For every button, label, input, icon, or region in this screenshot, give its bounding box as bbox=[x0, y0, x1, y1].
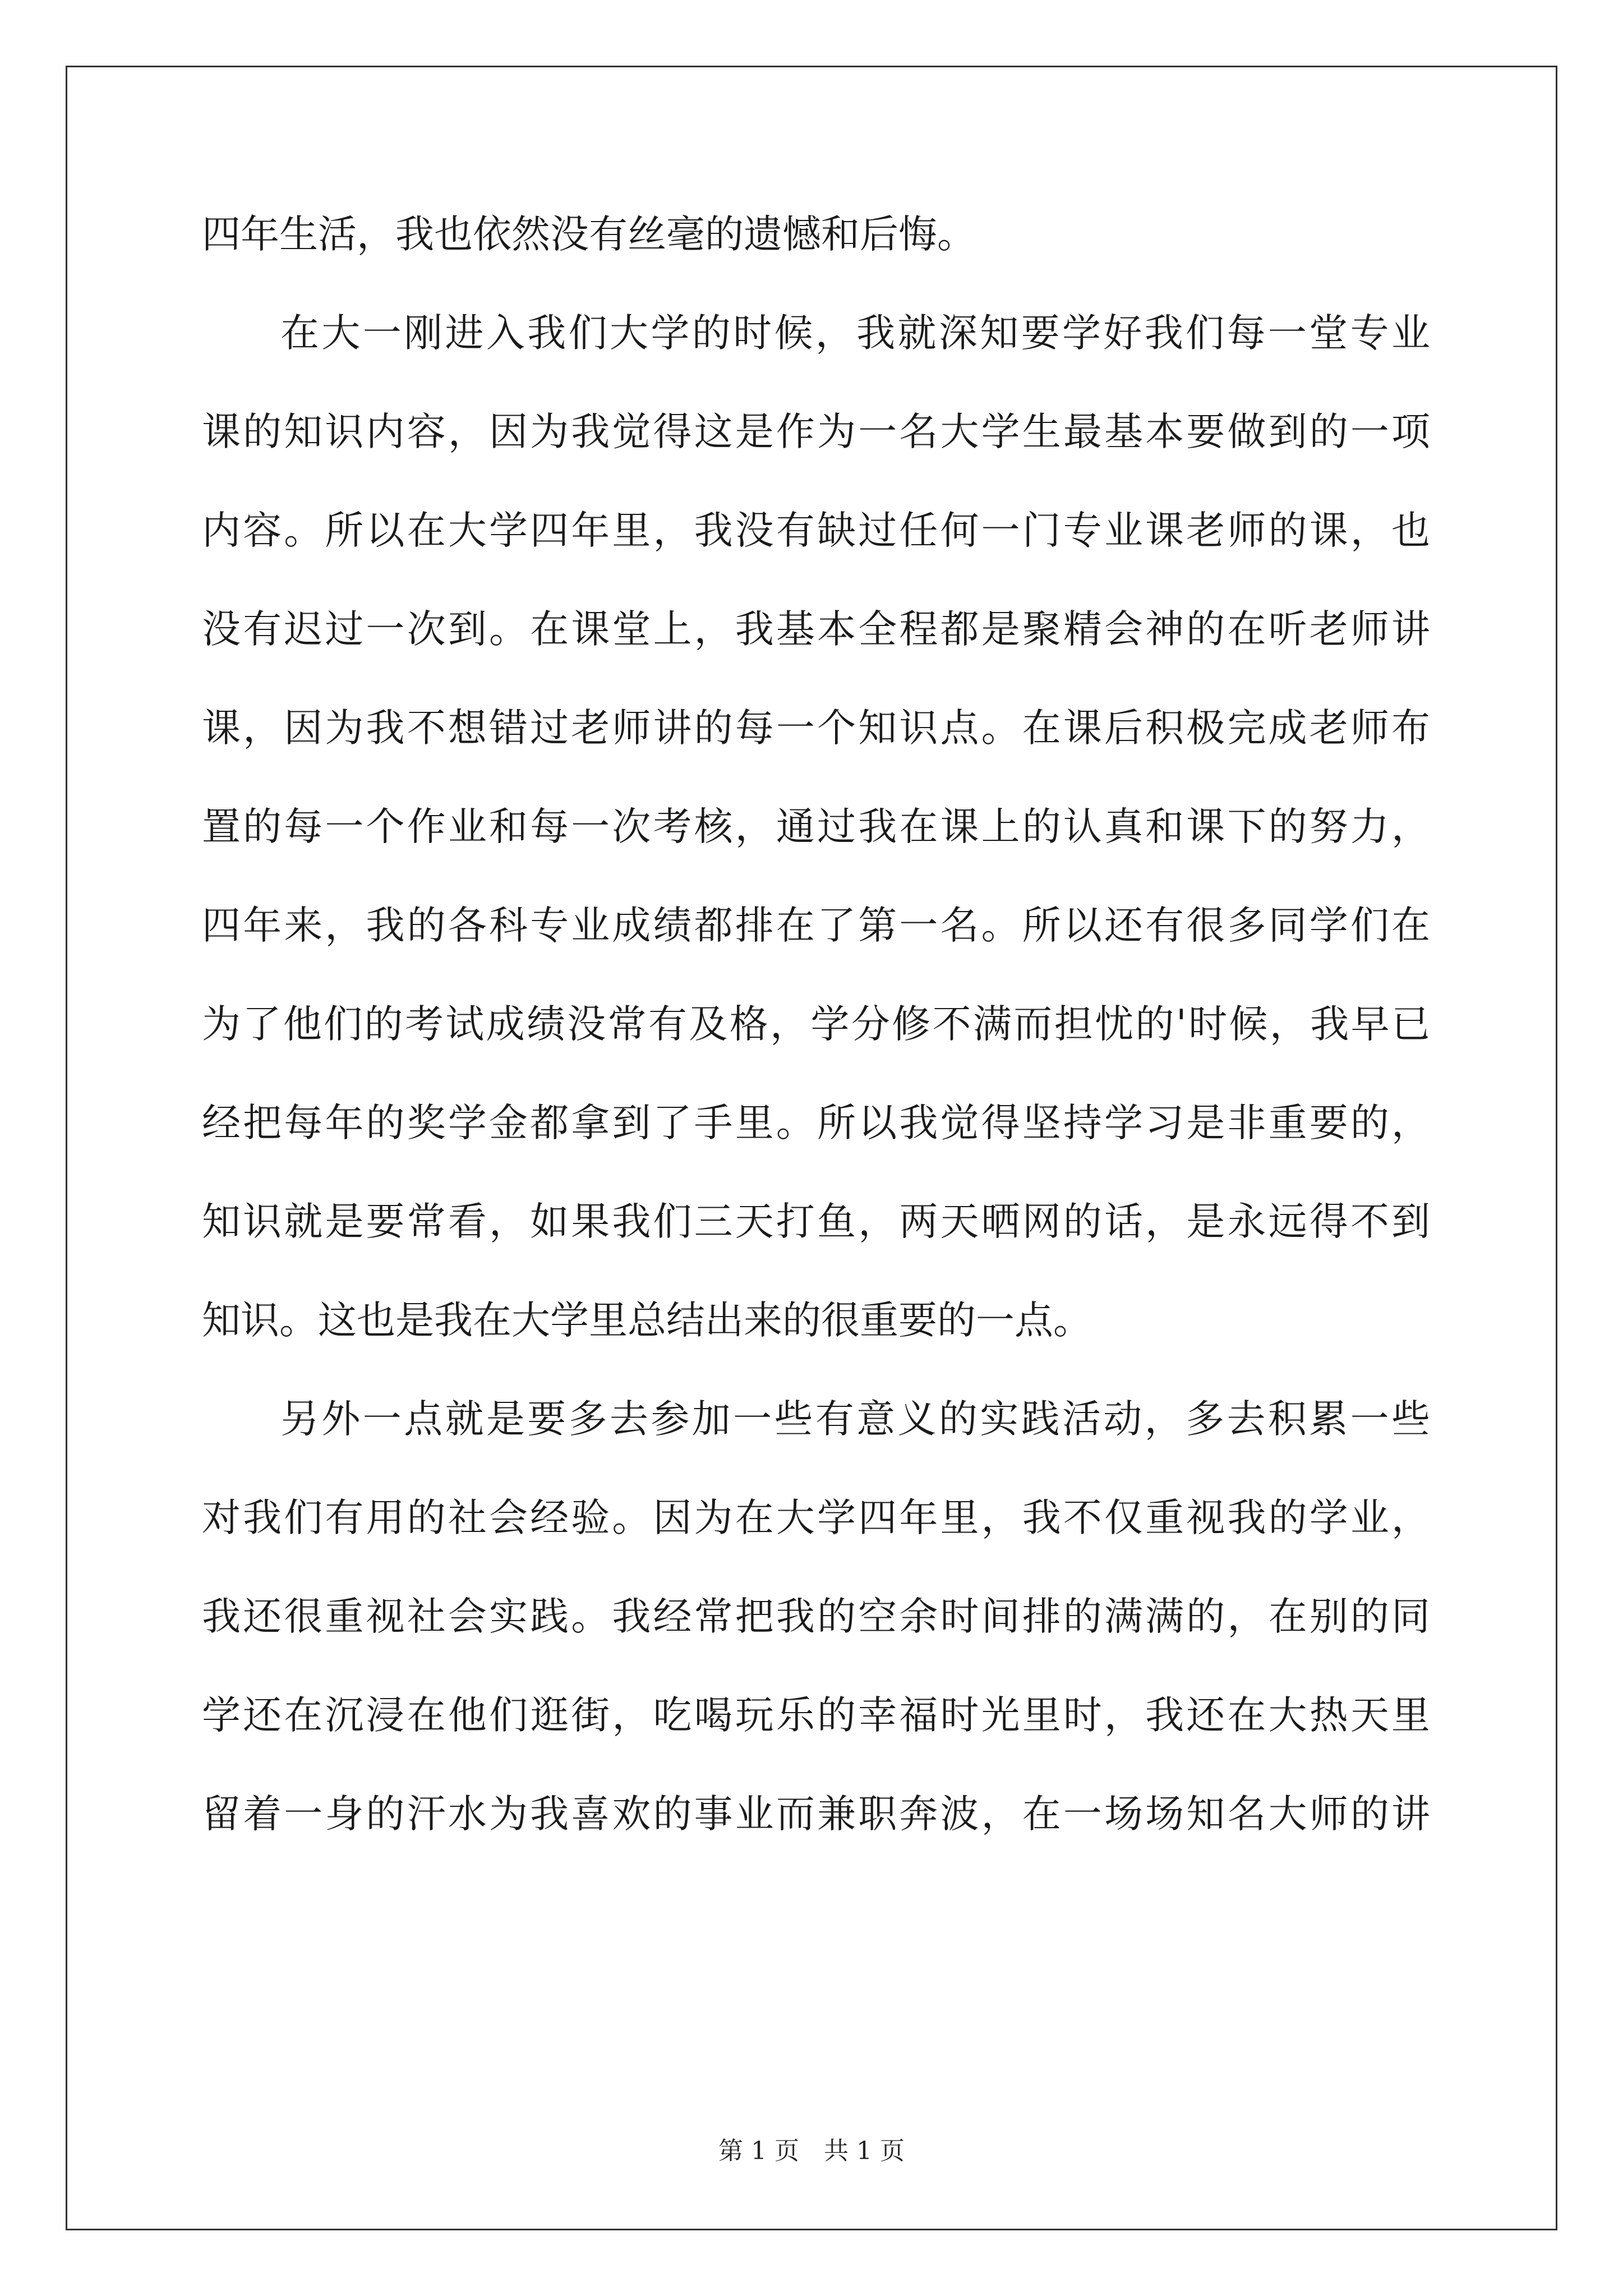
page-number-label: 第 1 页 共 1 页 bbox=[718, 2137, 905, 2165]
text-line: 四年来，我的各科专业成绩都排在了第一名。所以还有很多同学们在 bbox=[202, 903, 1430, 948]
text-line: 为了他们的考试成绩没常有及格，学分修不满而担忧的'时候，我早已 bbox=[202, 1002, 1430, 1047]
text-line: 我还很重视社会实践。我经常把我的空余时间排的满满的，在别的同 bbox=[202, 1594, 1430, 1639]
document-body bbox=[202, 208, 1430, 1886]
text-line: 内容。所以在大学四年里，我没有缺过任何一门专业课老师的课，也 bbox=[202, 508, 1430, 553]
text-line: 另外一点就是要多去参加一些有意义的实践活动，多去积累一些 bbox=[280, 1397, 1430, 1442]
text-line: 没有迟过一次到。在课堂上，我基本全程都是聚精会神的在听老师讲 bbox=[202, 607, 1430, 652]
text-line: 对我们有用的社会经验。因为在大学四年里，我不仅重视我的学业， bbox=[202, 1496, 1430, 1540]
text-line: 课，因为我不想错过老师讲的每一个知识点。在课后积极完成老师布 bbox=[202, 706, 1430, 751]
text-line: 知识。这也是我在大学里总结出来的很重要的一点。 bbox=[202, 1298, 1092, 1343]
text-line: 知识就是要常看，如果我们三天打鱼，两天晒网的话，是永远得不到 bbox=[202, 1199, 1430, 1244]
page-footer bbox=[0, 2134, 1623, 2168]
text-line: 在大一刚进入我们大学的时候，我就深知要学好我们每一堂专业 bbox=[280, 311, 1430, 356]
text-line: 课的知识内容，因为我觉得这是作为一名大学生最基本要做到的一项 bbox=[202, 409, 1430, 454]
text-line: 四年生活，我也依然没有丝毫的遗憾和后悔。 bbox=[202, 212, 976, 257]
text-line: 经把每年的奖学金都拿到了手里。所以我觉得坚持学习是非重要的， bbox=[202, 1101, 1430, 1145]
text-line: 学还在沉浸在他们逛街，吃喝玩乐的幸福时光里时，我还在大热天里 bbox=[202, 1693, 1430, 1738]
text-line: 留着一身的汗水为我喜欢的事业而兼职奔波，在一场场知名大师的讲 bbox=[202, 1792, 1430, 1837]
text-line: 置的每一个作业和每一次考核，通过我在课上的认真和课下的努力， bbox=[202, 804, 1430, 849]
